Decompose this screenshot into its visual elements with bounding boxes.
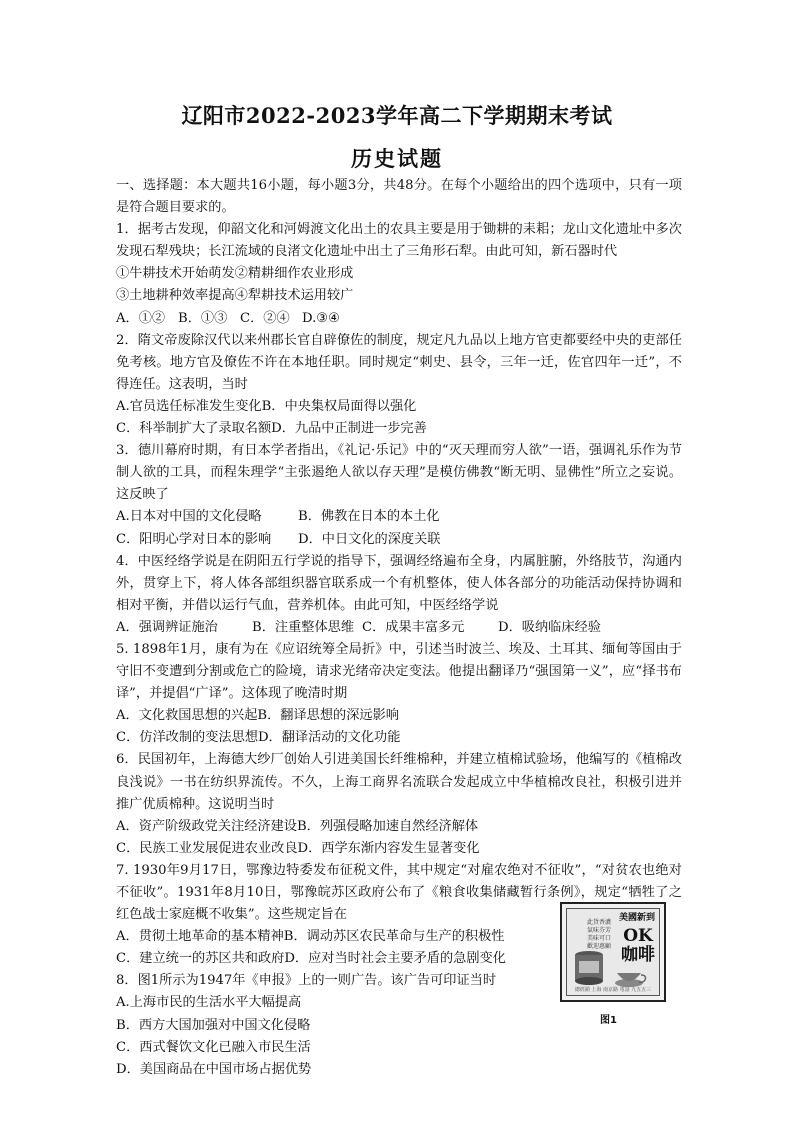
q1-option-c[interactable]: C．②④	[240, 310, 290, 326]
q2-options-row-2	[116, 418, 682, 440]
q1-option-d[interactable]: D.③④	[302, 310, 340, 326]
figure-1-caption: 图1	[600, 1015, 617, 1026]
q5-option-c[interactable]: C．仿洋改制的变法思想	[116, 730, 258, 746]
q5-option-a[interactable]: A．文化救国思想的兴起	[116, 708, 258, 724]
q6-options-row-2	[116, 838, 682, 860]
exam-subtitle: 历史试题	[351, 146, 443, 171]
q4-option-c[interactable]: C．成果丰富多元	[362, 619, 465, 635]
ad-heading: 美國新到	[618, 913, 655, 923]
q1-options	[116, 308, 682, 330]
q6-option-b[interactable]: B．列强侵略加速自然经济解体	[296, 818, 479, 834]
q3-options-row-1	[116, 506, 682, 528]
q3-option-a[interactable]: A.日本对中国的文化侵略	[116, 509, 262, 525]
exam-title: 辽阳市2022-2023学年高二下学期期末考试	[181, 103, 613, 128]
q2-stem: 2．隋文帝废除汉代以来州郡长官自辟僚佐的制度，规定凡九品以上地方官吏都要经中央的吏部任免考核。地方官及僚佐不许在本地任职。同时规定“刺史、县令，三年一迁，佐官四年一迁”，不得连任。这表明，当时	[116, 332, 682, 392]
q4-option-b[interactable]: B．注重整体思维	[252, 619, 355, 635]
q6-option-c[interactable]: C．民族工业发展促进农业改良	[116, 840, 298, 856]
q5-stem: 5. 1898年1月，康有为在《应诏统筹全局折》中，引述当时波兰、埃及、土耳其、缅甸等国由于守旧不变遭到分割或危亡的险境，请求光绪帝决定变法。他提出翻译乃“强国第一义”，应“择书布译”，并提倡“广译”。这体现了晚清时期	[116, 641, 682, 702]
q1-choice-line-2: ③土地耕种效率提高④犁耕技术运用较广	[116, 288, 354, 304]
q1-option-a[interactable]: A．①②	[116, 310, 166, 326]
q3-options-row-2	[116, 529, 682, 551]
q4-options	[116, 617, 682, 639]
q6-stem: 6．民国初年，上海德大纱厂创始人引进美国长纤维棉种，并建立植棉试验场，他编写的《植棉改良浅说》一书在纺织界流传。不久，上海工商界名流联合发起成立中华植棉改良社，积极引进并推广优质棉种。这说明当时	[116, 752, 682, 812]
q6-options-row-1	[116, 816, 682, 838]
q5-options-row-1	[116, 705, 682, 727]
section-intro: 一、选择题：本大题共16小题，每小题3分，共48分。在每个小题给出的四个选项中，只有一项是符合题目要求的。	[116, 178, 682, 216]
q7-stem: 7. 1930年9月17日，鄂豫边特委发布征税文件，其中规定“对雇农绝对不征收”，“对贫农也绝对不征收”。1931年8月10日，鄂豫皖苏区政府公布了《粮食收集储藏暂行条例》，规定“牺牲了之红色战士家庭概不收集”。这些规定旨在	[116, 862, 682, 923]
q2-options-row-1	[116, 396, 682, 418]
q5-option-d[interactable]: D．翻译活动的文化功能	[257, 730, 401, 746]
q3-option-d[interactable]: D．中日文化的深度关联	[298, 531, 441, 547]
q2-option-a[interactable]: A.官员选任标准发生变化	[116, 398, 262, 414]
q7-option-d[interactable]: D．应对当时社会主要矛盾的急剧变化	[284, 951, 506, 967]
q4-stem: 4．中医经络学说是在阴阳五行学说的指导下，强调经络遍布全身，内属脏腑，外络肢节，沟通内外，贯穿上下，将人体各部组织器官联系成一个有机整体，使人体各部分的功能活动保持协调和相对平衡，并借以运行气血，营养机体。由此可知，中医经络学说	[116, 553, 682, 613]
q7-option-c[interactable]: C．建立统一的苏区共和政府	[116, 951, 285, 967]
q4-option-d[interactable]: D．吸纳临床经验	[498, 619, 601, 635]
q6-option-a[interactable]: A．资产阶级政党关注经济建设	[116, 818, 297, 834]
q8-option-a[interactable]: A.上海市民的生活水平大幅提高	[116, 995, 302, 1011]
q1-stem: 1．据考古发现，仰韶文化和河姆渡文化出土的农具主要是用于锄耕的耒耜；龙山文化遗址中多次发现石犁残块；长江流域的良渚文化遗址中出土了三角形石犁。由此可知，新石器时代	[116, 222, 682, 260]
q3-stem: 3．德川幕府时期，有日本学者指出，《礼记·乐记》中的“灭天理而穷人欲”一语，强调礼乐作为节制人欲的工具，而程朱理学“主张遏绝人欲以存天理”是模仿佛教“断无明、显佛性”所立之妄说。这反映了	[116, 443, 682, 503]
q4-option-a[interactable]: A．强调辨证施治	[116, 619, 218, 635]
ad-brand: OK 咖啡	[621, 926, 655, 965]
ad-footer-text: 總經銷 上海 南京路 電話 九五五三	[574, 987, 652, 993]
q1-option-b[interactable]: B．①③	[178, 310, 228, 326]
q8-option-c[interactable]: C．西式餐饮文化已融入市民生活	[116, 1039, 311, 1055]
q5-option-b[interactable]: B．翻译思想的深远影响	[257, 708, 399, 724]
q7-option-b[interactable]: B．调动苏区农民革命与生产的积极性	[283, 929, 505, 945]
q7-option-a[interactable]: A．贯彻土地革命的基本精神	[116, 929, 284, 945]
q2-option-d[interactable]: D．九品中正制进一步完善	[271, 421, 427, 437]
q6-option-d[interactable]: D．西学东渐内容发生显著变化	[297, 840, 480, 856]
ad-small-text: 此貨香濃 氣味芬芳 美味可口 歡迎惠顧	[587, 919, 612, 950]
q2-option-c[interactable]: C．科举制扩大了录取名额	[116, 421, 272, 437]
ad-frame	[566, 908, 660, 996]
q3-option-b[interactable]: B．佛教在日本的本土化	[298, 509, 440, 525]
q8-option-d[interactable]: D．美国商品在中国市场占据优势	[116, 1061, 312, 1077]
figure-1-ad-image	[560, 902, 666, 1002]
q8-block	[116, 970, 546, 1080]
q3-option-c[interactable]: C．阳明心学对日本的影响	[116, 531, 272, 547]
q8-option-b[interactable]: B．西方大国加强对中国文化侵略	[116, 1017, 311, 1033]
q2-option-b[interactable]: B．中央集权局面得以强化	[261, 398, 417, 414]
q8-stem: 8．图1所示为1947年《申报》上的一则广告。该广告可印证当时	[116, 973, 497, 989]
q5-options-row-2	[116, 727, 682, 749]
q1-choice-line-1: ①牛耕技术开始萌发②精耕细作农业形成	[116, 266, 354, 282]
